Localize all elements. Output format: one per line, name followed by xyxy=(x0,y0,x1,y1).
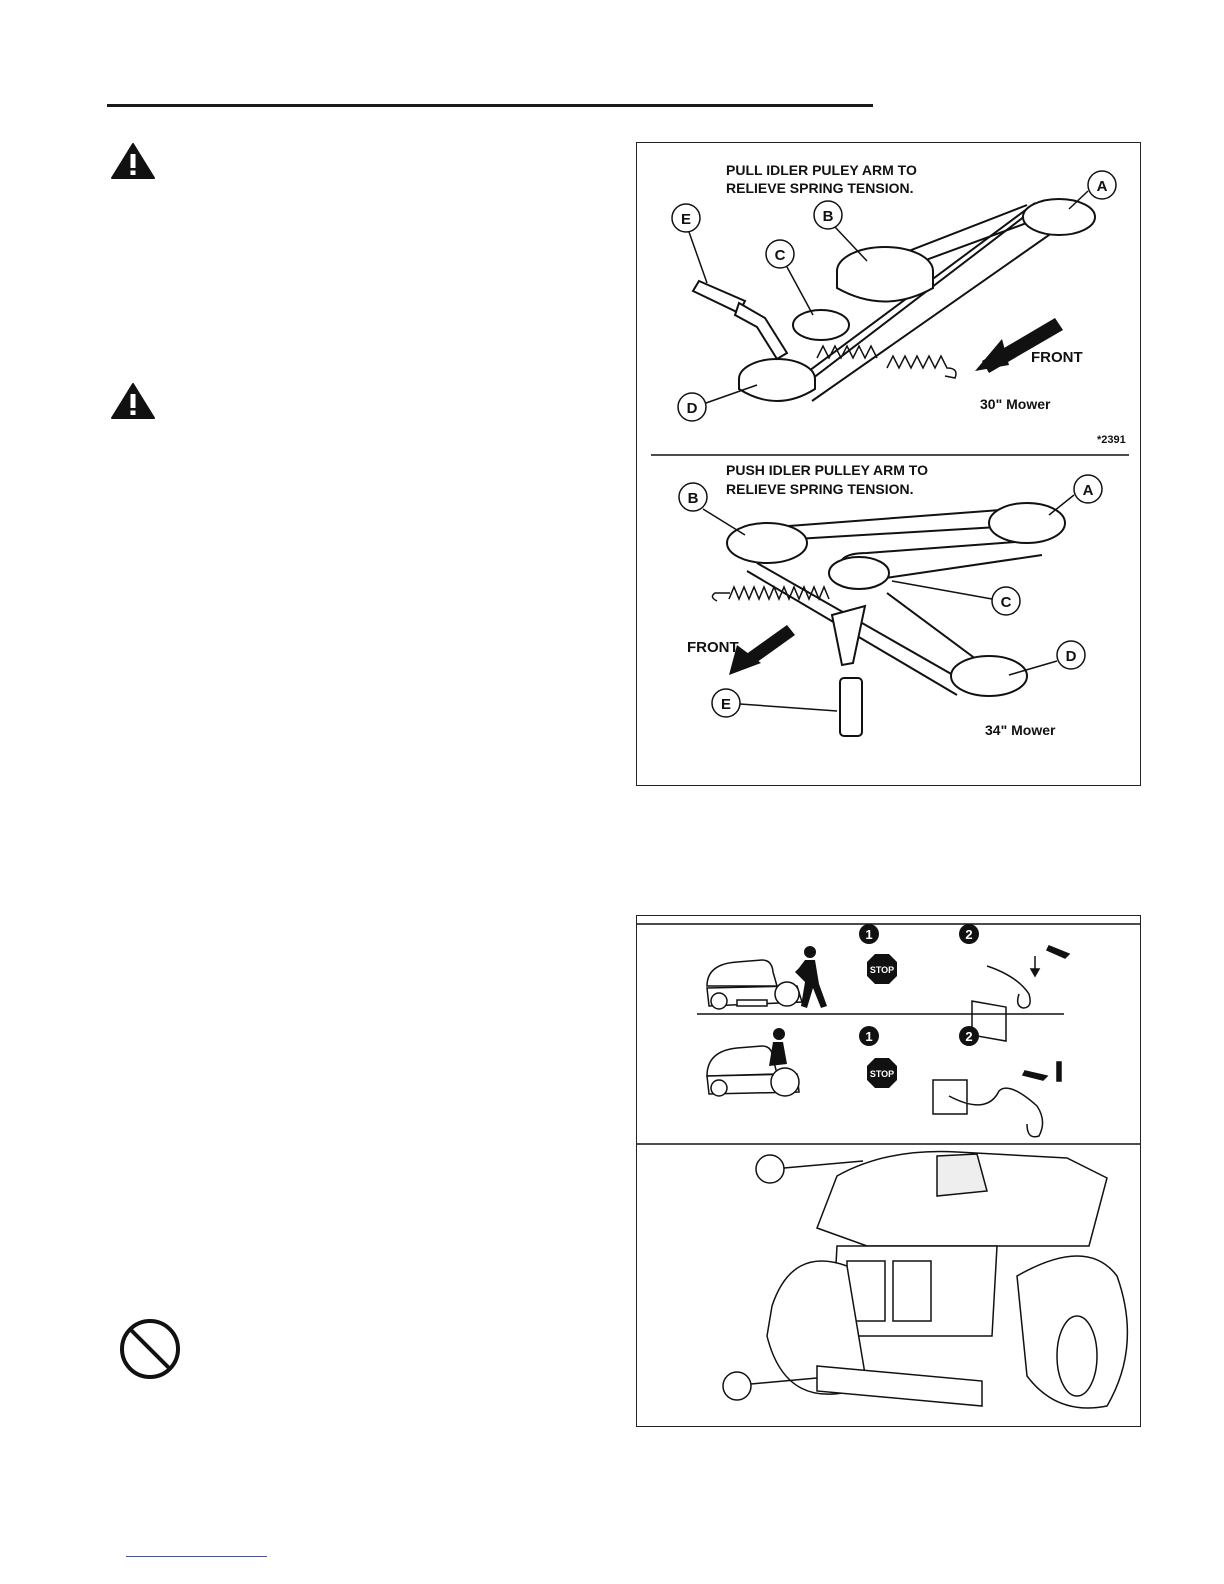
callout-a-top: A xyxy=(1096,178,1108,195)
hook-icon xyxy=(972,946,1069,1041)
header-rule xyxy=(107,104,873,107)
bottom-front-label: FRONT xyxy=(687,639,739,656)
step1-badge-top: 1 xyxy=(865,927,873,942)
warning-triangle-icon xyxy=(110,382,156,420)
stop-sign-icon xyxy=(867,954,897,984)
hook-icon xyxy=(933,1062,1061,1137)
step2-badge-top: 2 xyxy=(965,927,973,942)
tractor-push-icon xyxy=(707,960,802,1009)
rider-icon xyxy=(769,1028,787,1066)
callout-e-top: E xyxy=(680,211,692,228)
top-caption-line2: RELIEVE SPRING TENSION. xyxy=(726,180,914,196)
bottom-caption-line2: RELIEVE SPRING TENSION. xyxy=(726,481,914,497)
warning-triangle-icon xyxy=(110,142,156,180)
footer-link-underline xyxy=(126,1556,267,1557)
callout-d-bottom: D xyxy=(1065,648,1077,665)
callout-d-top: D xyxy=(686,400,698,417)
callout-e-bottom: E xyxy=(720,696,732,713)
top-front-label: FRONT xyxy=(1031,349,1083,366)
step2-badge-bottom: 2 xyxy=(965,1029,973,1044)
stop-text-top: STOP xyxy=(869,965,895,975)
top-caption-line1: PULL IDLER PULEY ARM TO xyxy=(726,162,917,178)
callout-a-bottom: A xyxy=(1082,482,1094,499)
tractor-front-drawing xyxy=(767,1152,1127,1409)
stop-text-bottom: STOP xyxy=(869,1069,895,1079)
belt-routing-figure xyxy=(636,142,1141,786)
callout-c-top: C xyxy=(774,247,786,264)
bottom-caption-line1: PUSH IDLER PULLEY ARM TO xyxy=(726,462,928,478)
tractor-ride-icon xyxy=(707,1046,799,1096)
callout-c-bottom: C xyxy=(1000,594,1012,611)
top-model-label: 30" Mower xyxy=(980,396,1051,412)
prohibition-icon xyxy=(118,1317,182,1381)
stop-sign-icon xyxy=(867,1058,897,1088)
bottom-model-label: 34" Mower xyxy=(985,722,1056,738)
tractor-hook-figure xyxy=(636,915,1141,1427)
step1-badge-bottom: 1 xyxy=(865,1029,873,1044)
callout-b-bottom: B xyxy=(687,490,699,507)
callout-b-top: B xyxy=(822,208,834,225)
top-code-label: *2391 xyxy=(1097,434,1126,446)
